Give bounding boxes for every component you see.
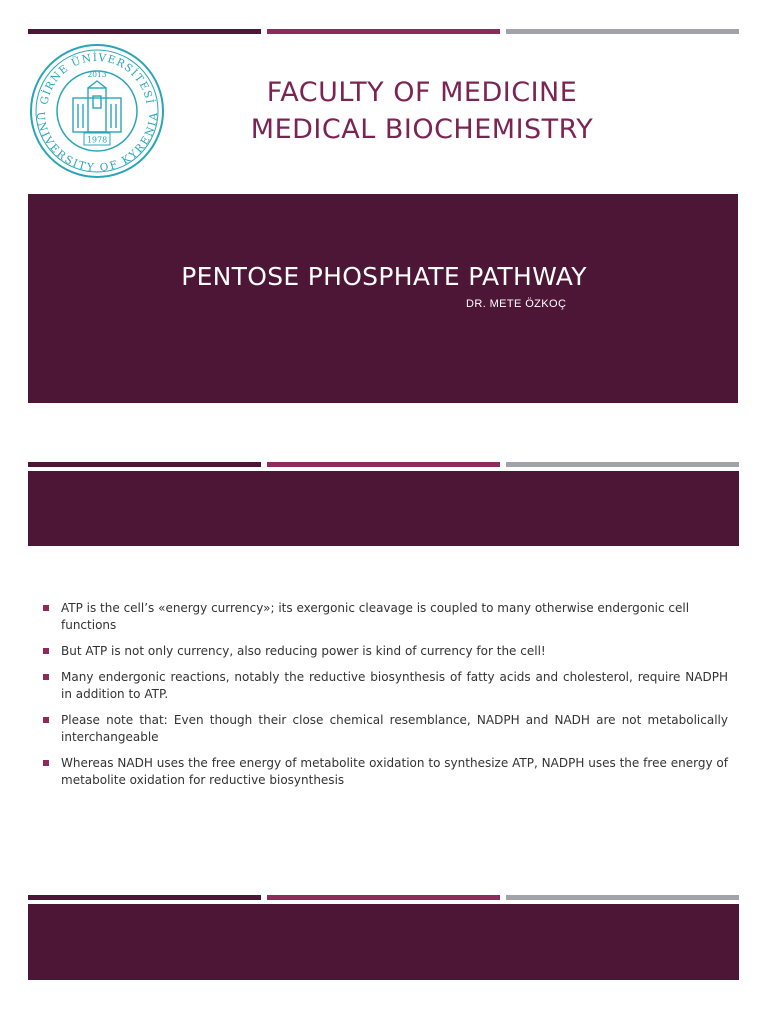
- logo-ring-top-text: GİRNE ÜNİVERSİTESİ: [38, 51, 156, 106]
- bullet-list: [40, 600, 728, 798]
- list-item: [40, 669, 728, 703]
- accent-bar-mid: [267, 462, 500, 467]
- author-name: DR. METE ÖZKOÇ: [466, 298, 567, 310]
- bullet-text: Many endergonic reactions, notably the reductive biosynthesis of fatty acids and cholesterol, require NADPH in addition to ATP.: [61, 670, 728, 701]
- title-band: [28, 194, 738, 403]
- logo-ring-bottom-text: UNIVERSITY OF KYRENIA: [33, 111, 161, 175]
- department-heading: MEDICAL BIOCHEMISTRY: [250, 114, 594, 145]
- list-item: [40, 755, 728, 789]
- accent-bar-mid: [267, 895, 500, 900]
- accent-bar-mid: [267, 29, 500, 34]
- accent-bar-dark: [28, 462, 261, 467]
- list-item: [40, 643, 728, 660]
- accent-bar-gray: [506, 895, 739, 900]
- header-band: [28, 471, 739, 546]
- bullet-square-icon: [43, 674, 49, 680]
- bullet-text: ATP is the cell’s «energy currency»; its exergonic cleavage is coupled to many otherwise endergonic cell functions: [61, 601, 690, 632]
- bullet-text: Whereas NADH uses the free energy of metabolite oxidation to synthesize ATP, NADPH uses the free energy of metabolite oxidation for reductive biosynthesis: [61, 756, 728, 787]
- university-seal-logo: [28, 42, 166, 180]
- bullet-text: But ATP is not only currency, also reducing power is kind of currency for the cell!: [61, 644, 546, 658]
- slide-title: PENTOSE PHOSPHATE PATHWAY: [181, 262, 587, 291]
- building-icon: [73, 81, 121, 132]
- accent-bar-gray: [506, 462, 739, 467]
- accent-bar-dark: [28, 29, 261, 34]
- header-band: [28, 904, 739, 980]
- bullet-square-icon: [43, 760, 49, 766]
- list-item: [40, 712, 728, 746]
- bullet-square-icon: [43, 605, 49, 611]
- logo-year-bottom: 1978: [86, 135, 108, 145]
- accent-bar-dark: [28, 895, 261, 900]
- logo-year-top: 2013: [87, 70, 107, 79]
- bullet-square-icon: [43, 717, 49, 723]
- bullet-square-icon: [43, 648, 49, 654]
- bullet-text: Please note that: Even though their close chemical resemblance, NADPH and NADH are not metabolically interchangeable: [61, 713, 728, 744]
- list-item: [40, 600, 728, 634]
- faculty-heading: FACULTY OF MEDICINE: [266, 77, 578, 108]
- accent-bar-gray: [506, 29, 739, 34]
